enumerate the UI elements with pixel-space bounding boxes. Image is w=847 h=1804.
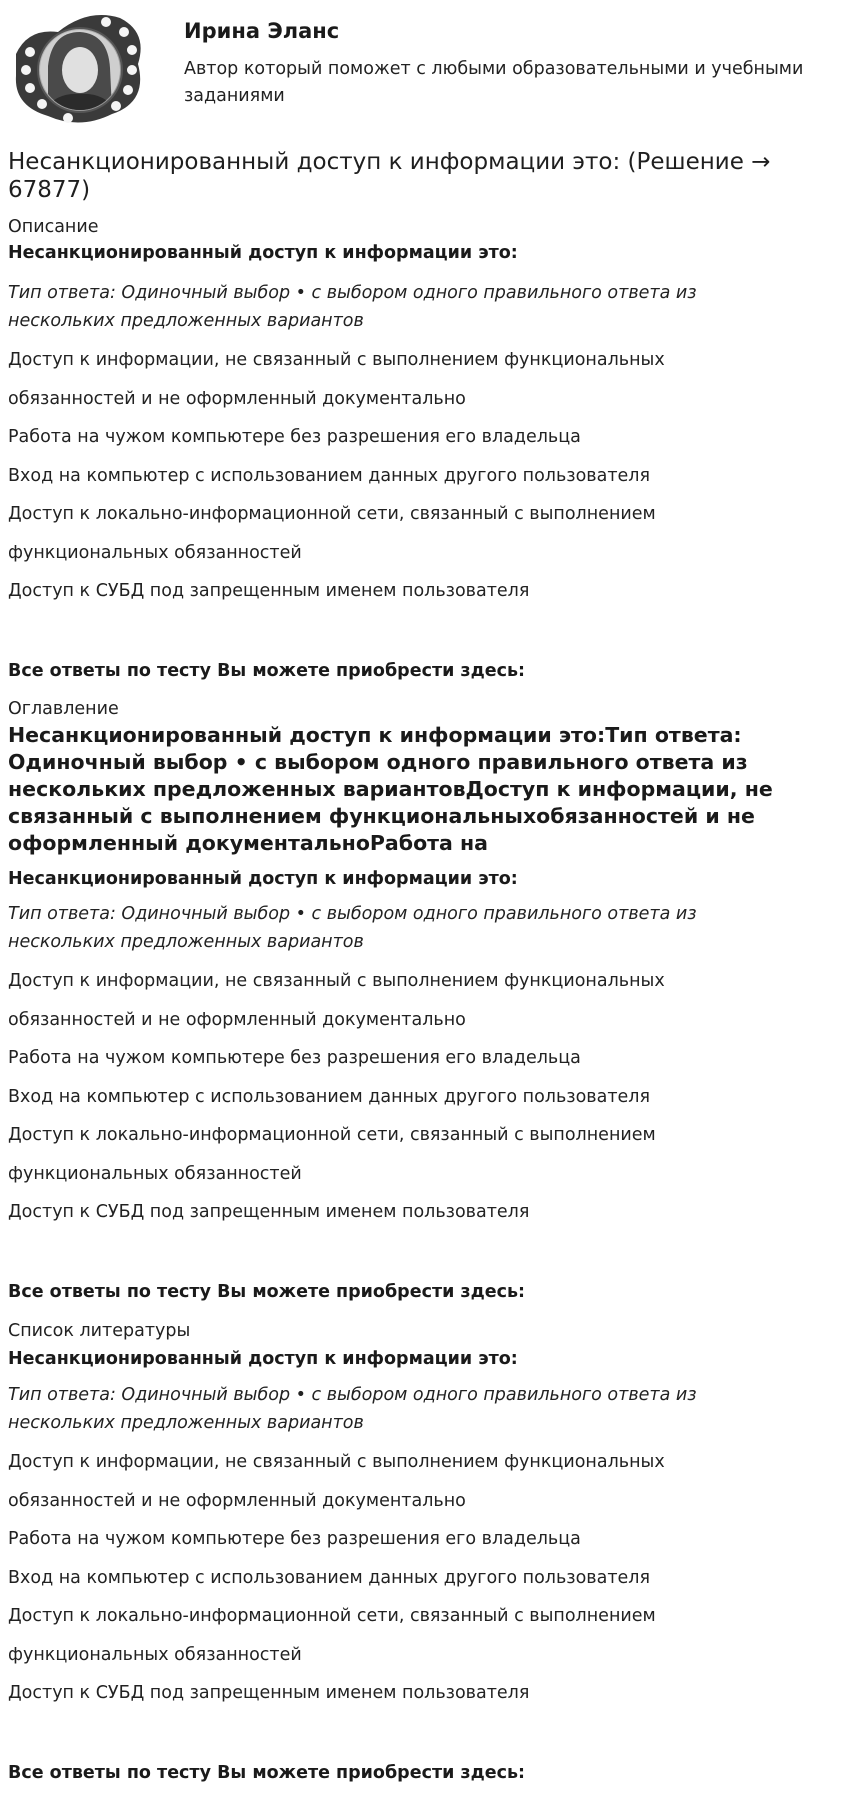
option-line: Доступ к локально-информационной сети, связанный с выполнением — [8, 1606, 656, 1626]
option-line: Доступ к информации, не связанный с выполнением функциональных — [8, 971, 665, 991]
buy-answers-text: Все ответы по тесту Вы можете приобрести здесь: — [8, 1763, 526, 1783]
option-line: Доступ к СУБД под запрещенным именем пользователя — [8, 1202, 530, 1222]
author-avatar[interactable] — [8, 6, 150, 128]
option-line: Доступ к СУБД под запрещенным именем пользователя — [8, 581, 530, 601]
option-line: Доступ к локально-информационной сети, связанный с выполнением — [8, 1125, 656, 1145]
section-toc-label: Оглавление — [8, 699, 119, 719]
question-title: Несанкционированный доступ к информации это: — [8, 869, 518, 889]
answer-type: Тип ответа: Одиночный выбор • с выбором одного правильного ответа из нескольких предложенных вариантов — [8, 1385, 697, 1433]
answer-options — [8, 1443, 788, 1713]
question-title: Несанкционированный доступ к информации это: — [8, 1349, 518, 1369]
option-line: обязанностей и не оформленный документально — [8, 1009, 466, 1030]
author-description: Автор который поможет с любыми образовательными и учебными заданиями — [184, 59, 804, 106]
answer-options — [8, 341, 788, 611]
option-line: обязанностей и не оформленный документально — [8, 388, 466, 409]
answer-type: Тип ответа: Одиночный выбор • с выбором одного правильного ответа из нескольких предложенных вариантов — [8, 283, 697, 331]
author-card — [8, 6, 838, 128]
option-line: функциональных обязанностей — [8, 1163, 302, 1184]
author-name[interactable]: Ирина Эланс — [184, 19, 340, 43]
option-line: Работа на чужом компьютере без разрешения его владельца — [8, 1529, 581, 1549]
option-line: функциональных обязанностей — [8, 542, 302, 563]
question-title: Несанкционированный доступ к информации это: — [8, 243, 518, 263]
option-line: Доступ к информации, не связанный с выполнением функциональных — [8, 1452, 665, 1472]
buy-answers-text: Все ответы по тесту Вы можете приобрести здесь: — [8, 1282, 526, 1302]
answer-options — [8, 962, 788, 1232]
page-title: Несанкционированный доступ к информации это: (Решение → 67877) — [8, 149, 771, 203]
option-line: обязанностей и не оформленный документально — [8, 1490, 466, 1511]
option-line: Доступ к СУБД под запрещенным именем пользователя — [8, 1683, 530, 1703]
toc-heading: Несанкционированный доступ к информации это:Тип ответа: Одиночный выбор • с выбором одного правильного ответа из нескольких предложенных вариантовДоступ к информации, не связанный с выполнением функциональныхобязанностей и не оформленный документальноРабота на — [8, 723, 773, 855]
option-line: Вход на компьютер с использованием данных другого пользователя — [8, 1567, 651, 1588]
section-description-label: Описание — [8, 217, 99, 237]
option-line: Доступ к информации, не связанный с выполнением функциональных — [8, 350, 665, 370]
option-line: Вход на компьютер с использованием данных другого пользователя — [8, 465, 651, 486]
answer-type: Тип ответа: Одиночный выбор • с выбором одного правильного ответа из нескольких предложенных вариантов — [8, 904, 697, 952]
option-line: Доступ к локально-информационной сети, связанный с выполнением — [8, 504, 656, 524]
option-line: Работа на чужом компьютере без разрешения его владельца — [8, 1048, 581, 1068]
section-literature-label: Список литературы — [8, 1321, 191, 1341]
option-line: функциональных обязанностей — [8, 1644, 302, 1665]
option-line: Работа на чужом компьютере без разрешения его владельца — [8, 427, 581, 447]
option-line: Вход на компьютер с использованием данных другого пользователя — [8, 1086, 651, 1107]
buy-answers-text: Все ответы по тесту Вы можете приобрести здесь: — [8, 661, 526, 681]
